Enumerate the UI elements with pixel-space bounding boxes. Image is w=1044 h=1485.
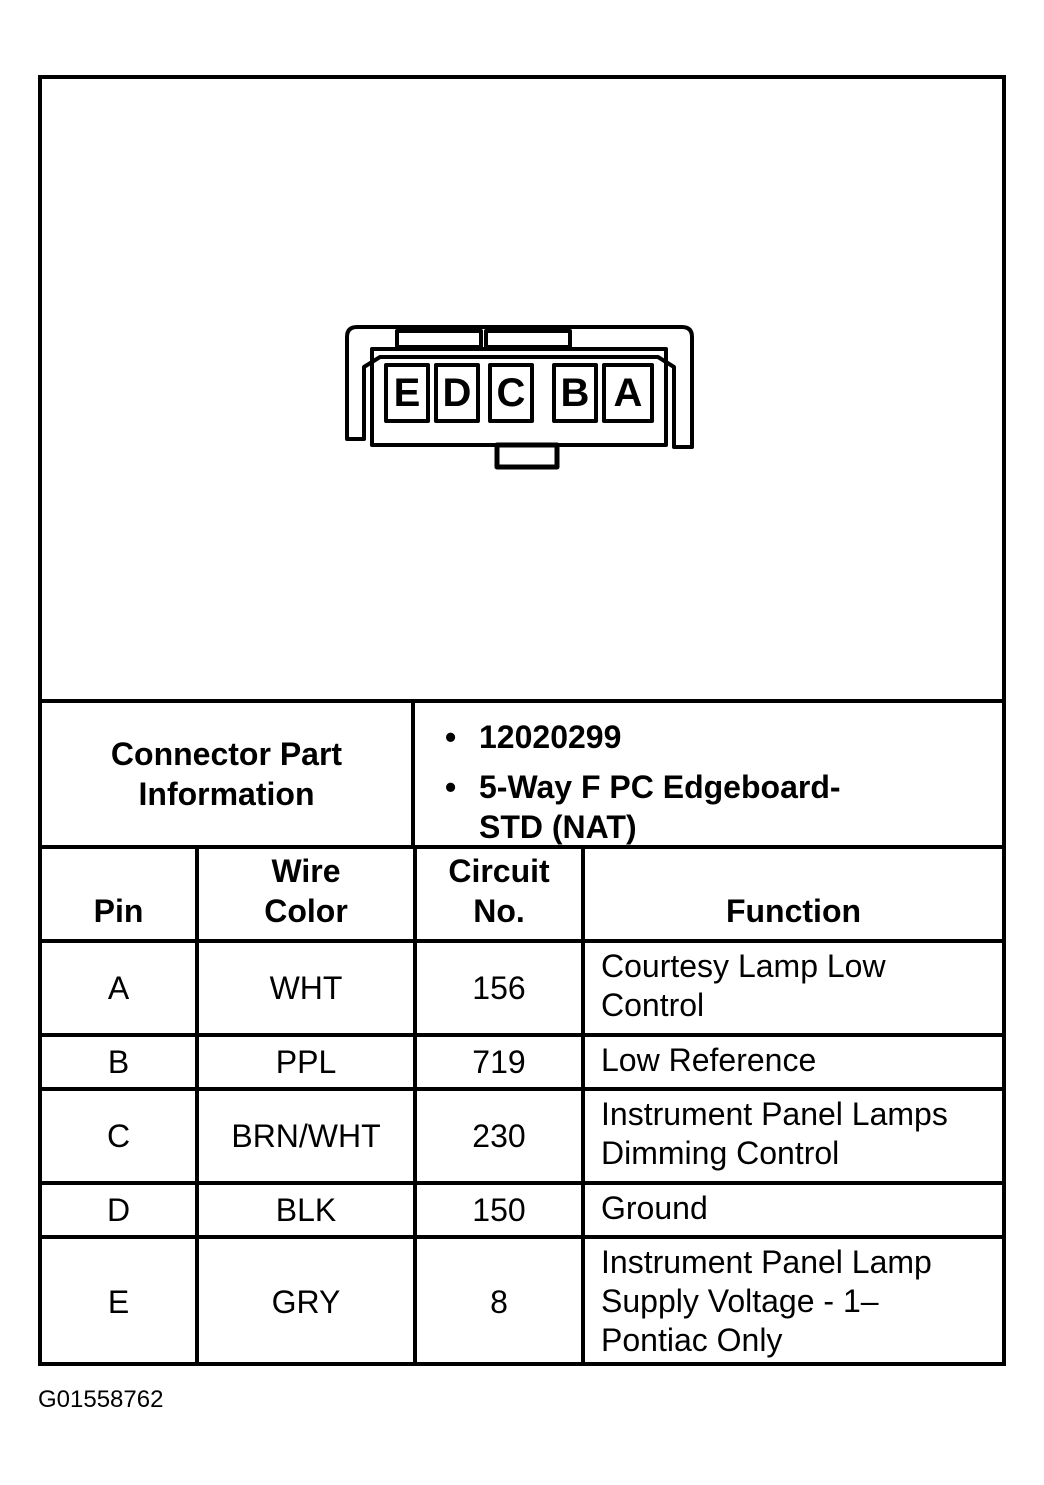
connector-diagram xyxy=(42,79,1002,699)
connector-part-info xyxy=(42,699,1002,845)
wire-color-cell: BRN/WHT xyxy=(197,1089,415,1183)
pin-cell: D xyxy=(42,1183,197,1237)
pin-cell: B xyxy=(42,1035,197,1089)
connector-top-tab-right xyxy=(486,331,570,347)
table-header-row xyxy=(42,847,1002,941)
pin-cell: A xyxy=(42,941,197,1035)
header-function: Function xyxy=(583,847,1002,941)
figure-code: G01558762 xyxy=(38,1386,164,1413)
header-wire-color: Wire Color xyxy=(197,847,415,941)
function-cell: Ground xyxy=(583,1183,1002,1237)
table-row xyxy=(42,1035,1002,1089)
function-cell: Courtesy Lamp Low Control xyxy=(583,941,1002,1035)
circuit-cell: 150 xyxy=(415,1183,583,1237)
circuit-cell: 8 xyxy=(415,1237,583,1366)
circuit-cell: 156 xyxy=(415,941,583,1035)
table-row xyxy=(42,941,1002,1035)
circuit-cell: 230 xyxy=(415,1089,583,1183)
pin-cell: C xyxy=(42,1089,197,1183)
part-info-list xyxy=(415,703,1002,845)
table-row xyxy=(42,1237,1002,1366)
pin-label-b: B xyxy=(560,371,590,415)
table-row xyxy=(42,1183,1002,1237)
table-row xyxy=(42,1089,1002,1183)
function-cell: Instrument Panel Lamps Dimming Control xyxy=(583,1089,1002,1183)
pin-label-e: E xyxy=(393,371,421,415)
wire-color-cell: GRY xyxy=(197,1237,415,1366)
pin-label-a: A xyxy=(613,371,643,415)
bullet-icon: • xyxy=(445,769,457,805)
part-info-item xyxy=(445,717,1002,757)
part-info-label: Connector Part Information xyxy=(42,703,415,845)
pin-label-c: C xyxy=(496,371,526,415)
connector-key-tab xyxy=(497,445,557,467)
connector-top-tab-left xyxy=(397,331,481,347)
part-number: 12020299 xyxy=(479,719,622,755)
connector-sheet xyxy=(38,75,1006,1366)
circuit-cell: 719 xyxy=(415,1035,583,1089)
wire-color-cell: BLK xyxy=(197,1183,415,1237)
pin-label-d: D xyxy=(442,371,472,415)
header-pin: Pin xyxy=(42,847,197,941)
part-info-item xyxy=(445,767,1002,847)
part-description: 5-Way F PC Edgeboard-STD (NAT) xyxy=(479,769,841,845)
wire-color-cell: WHT xyxy=(197,941,415,1035)
header-circuit: Circuit No. xyxy=(415,847,583,941)
pin-table xyxy=(42,845,1002,1366)
function-cell: Low Reference xyxy=(583,1035,1002,1089)
function-cell: Instrument Panel Lamp Supply Voltage - 1– Pontiac Only xyxy=(583,1237,1002,1366)
pin-cell: E xyxy=(42,1237,197,1366)
wire-color-cell: PPL xyxy=(197,1035,415,1089)
bullet-icon: • xyxy=(445,719,457,755)
